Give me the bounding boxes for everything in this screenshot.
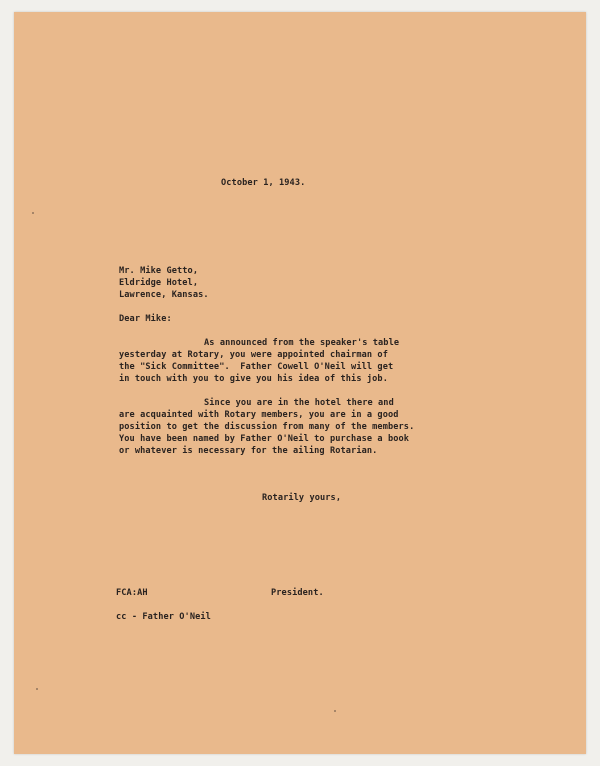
paper-speck xyxy=(36,688,38,690)
paragraph-1-line-3: the "Sick Committee". Father Cowell O'Neil will get xyxy=(119,362,394,372)
letter-date: October 1, 1943. xyxy=(221,178,306,188)
paragraph-2-line-3: position to get the discussion from many of the members. xyxy=(119,422,415,432)
paragraph-2-line-1: Since you are in the hotel there and xyxy=(204,398,394,408)
paper-speck xyxy=(32,212,34,214)
typist-initials: FCA:AH xyxy=(116,588,148,598)
paragraph-2-line-5: or whatever is necessary for the ailing Rotarian. xyxy=(119,446,378,456)
paragraph-1-line-4: in touch with you to give you his idea of this job. xyxy=(119,374,388,384)
recipient-hotel: Eldridge Hotel, xyxy=(119,278,199,288)
signer-title: President. xyxy=(271,588,324,598)
recipient-name: Mr. Mike Getto, xyxy=(119,266,199,276)
letter-page xyxy=(14,12,586,754)
paragraph-1-line-1: As announced from the speaker's table xyxy=(204,338,400,348)
paragraph-1-line-2: yesterday at Rotary, you were appointed chairman of xyxy=(119,350,388,360)
salutation: Dear Mike: xyxy=(119,314,172,324)
paper-speck xyxy=(334,710,336,712)
paragraph-2-line-2: are acquainted with Rotary members, you are in a good xyxy=(119,410,399,420)
carbon-copy-line: cc - Father O'Neil xyxy=(116,612,211,622)
closing: Rotarily yours, xyxy=(262,493,342,503)
recipient-city: Lawrence, Kansas. xyxy=(119,290,209,300)
paragraph-2-line-4: You have been named by Father O'Neil to purchase a book xyxy=(119,434,410,444)
